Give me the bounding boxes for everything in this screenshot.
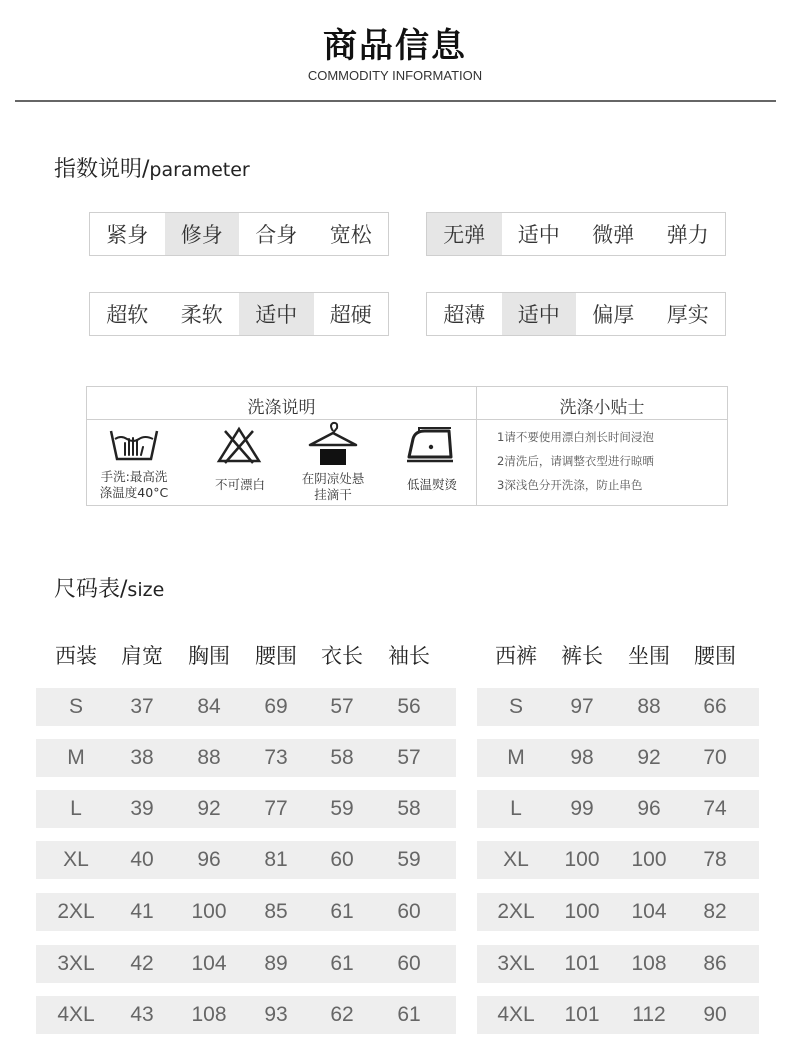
suit-size-row — [36, 790, 456, 828]
page-title: 商品信息 — [323, 26, 467, 66]
pants-size-row-cell: 92 — [637, 746, 661, 769]
hang-dry-caption-line2: 挂滴干 — [314, 487, 352, 502]
parameter-title — [54, 152, 250, 183]
size-title-en: size — [127, 579, 165, 601]
hang-dry-caption — [287, 471, 379, 503]
suit-size-row-cell: M — [67, 746, 85, 769]
low-iron-caption-line1: 低温熨烫 — [406, 477, 457, 492]
pants-size-row-cell: 74 — [703, 797, 727, 820]
thickness-option: 超薄 — [443, 303, 486, 327]
parameter-title-en: parameter — [149, 159, 250, 181]
pants-size-row-cell: 86 — [703, 952, 727, 975]
no-bleach-caption-line1: 不可漂白 — [214, 477, 265, 492]
suit-size-row-cell: 88 — [197, 746, 221, 769]
suit-size-row-cell: 57 — [397, 746, 421, 769]
pants-header-cell: 裤长 — [561, 644, 603, 668]
pants-size-row-cell: 78 — [703, 848, 727, 871]
low-iron-caption — [387, 477, 477, 493]
size-title — [54, 572, 164, 603]
suit-size-row-cell: 4XL — [57, 1003, 95, 1026]
hang-dry-icon — [307, 421, 359, 467]
pants-size-row-cell: 104 — [631, 900, 667, 923]
softness-index — [89, 292, 389, 336]
elasticity-option: 弹力 — [666, 223, 709, 247]
thickness-index — [426, 292, 726, 336]
pants-size-row-cell: 90 — [703, 1003, 727, 1026]
pants-size-row-cell: 88 — [637, 695, 661, 718]
pants-size-row-cell: 99 — [570, 797, 594, 820]
suit-size-row — [36, 841, 456, 879]
washing-header: 洗涤说明 — [247, 398, 316, 418]
suit-size-row-cell: 104 — [191, 952, 227, 975]
suit-size-row-cell: 61 — [397, 1003, 421, 1026]
suit-size-row-cell: 77 — [264, 797, 288, 820]
suit-size-row-cell: 96 — [197, 848, 221, 871]
pants-size-row-cell: 101 — [564, 952, 600, 975]
suit-size-row-cell: 60 — [330, 848, 354, 871]
pants-header-cell: 西裤 — [495, 644, 537, 668]
suit-header-cell: 袖长 — [388, 644, 430, 668]
suit-size-row-cell: 62 — [330, 1003, 354, 1026]
pants-size-row-cell: 100 — [564, 900, 600, 923]
elasticity-option-selected: 无弹 — [427, 213, 502, 255]
suit-size-row-cell: 37 — [130, 695, 154, 718]
thickness-option: 厚实 — [666, 303, 709, 327]
pants-size-row-cell: 112 — [632, 1003, 666, 1026]
suit-size-row-cell: 85 — [264, 900, 288, 923]
pants-size-row — [477, 841, 759, 879]
elasticity-option: 适中 — [517, 223, 560, 247]
suit-size-row-cell: 89 — [264, 952, 288, 975]
suit-size-row-cell: L — [70, 797, 82, 820]
washing-panel — [86, 386, 728, 506]
page-subtitle: COMMODITY INFORMATION — [307, 68, 483, 83]
pants-size-row-cell: 66 — [703, 695, 727, 718]
suit-header-cell: 衣长 — [321, 644, 363, 668]
thickness-option: 偏厚 — [592, 303, 635, 327]
suit-size-row-cell: 57 — [330, 695, 354, 718]
suit-size-row-cell: 81 — [264, 848, 288, 871]
suit-size-row-cell: 38 — [130, 746, 154, 769]
suit-size-row-cell: 2XL — [57, 900, 95, 923]
suit-size-row-cell: 100 — [191, 900, 227, 923]
suit-size-row-cell: 60 — [397, 900, 421, 923]
pants-size-row-cell: XL — [503, 848, 529, 871]
suit-header-cell: 西装 — [55, 644, 97, 668]
pants-header-cell: 腰围 — [694, 644, 736, 668]
suit-size-row-cell: 41 — [130, 900, 154, 923]
fit-option: 合身 — [255, 223, 298, 247]
pants-size-row-cell: 70 — [703, 746, 727, 769]
softness-option-selected: 适中 — [239, 293, 314, 335]
header-divider — [15, 100, 776, 102]
suit-size-row-cell: 108 — [191, 1003, 227, 1026]
pants-size-row-cell: M — [507, 746, 525, 769]
pants-size-row-cell: 96 — [637, 797, 661, 820]
hand-wash-caption-line2: 涤温度40°C — [99, 485, 169, 500]
pants-size-row-cell: 82 — [703, 900, 727, 923]
pants-size-row-cell: S — [508, 695, 524, 718]
suit-size-row-cell: 92 — [197, 797, 221, 820]
hand-wash-caption — [91, 469, 177, 501]
suit-size-row-cell: 61 — [330, 952, 354, 975]
suit-header-cell: 胸围 — [188, 644, 230, 668]
fit-index — [89, 212, 389, 256]
suit-size-row-cell: 84 — [197, 695, 221, 718]
hang-dry-caption-line1: 在阴凉处悬 — [301, 471, 365, 486]
thickness-option-selected: 适中 — [502, 293, 577, 335]
pants-size-row — [477, 945, 759, 983]
pants-size-row-cell: 98 — [570, 746, 594, 769]
suit-size-row — [36, 688, 456, 726]
suit-size-row-cell: 58 — [397, 797, 421, 820]
pants-size-row-cell: 101 — [564, 1003, 600, 1026]
suit-size-row-cell: 56 — [397, 695, 421, 718]
elasticity-option: 微弹 — [592, 223, 635, 247]
suit-size-row — [36, 996, 456, 1034]
suit-size-row-cell: 40 — [130, 848, 154, 871]
softness-option: 超硬 — [329, 303, 372, 327]
fit-option: 宽松 — [329, 223, 372, 247]
washing-divider-horizontal — [87, 419, 727, 420]
suit-header-cell: 腰围 — [255, 644, 297, 668]
hand-wash-icon — [107, 425, 161, 465]
elasticity-index — [426, 212, 726, 256]
suit-size-row-cell: 93 — [264, 1003, 288, 1026]
suit-size-row-cell: 69 — [264, 695, 288, 718]
no-bleach-caption — [195, 477, 285, 493]
suit-size-row-cell: 39 — [130, 797, 154, 820]
suit-size-row-cell: 61 — [330, 900, 354, 923]
suit-size-row — [36, 945, 456, 983]
pants-size-row-cell: 100 — [631, 848, 667, 871]
page-header — [0, 0, 790, 102]
fit-option: 紧身 — [106, 223, 149, 247]
pants-size-row-cell: 108 — [631, 952, 667, 975]
parameter-title-cn: 指数说明/ — [54, 157, 150, 182]
suit-header-cell: 肩宽 — [121, 644, 163, 668]
pants-size-row-cell: 97 — [570, 695, 594, 718]
pants-size-row — [477, 739, 759, 777]
suit-size-row — [36, 739, 456, 777]
washing-tip: 3深浅色分开洗涤，防止串色 — [497, 478, 643, 492]
suit-size-row-cell: 59 — [397, 848, 421, 871]
suit-size-row-cell: XL — [63, 848, 89, 871]
suit-size-row-cell: 73 — [264, 746, 288, 769]
pants-size-row-cell: 100 — [564, 848, 600, 871]
pants-header-cell: 坐围 — [628, 644, 670, 668]
suit-size-row-cell: 60 — [397, 952, 421, 975]
low-iron-icon — [405, 427, 457, 463]
washing-tip: 2清洗后，请调整衣型进行晾晒 — [497, 454, 654, 468]
suit-size-row-cell: 58 — [330, 746, 354, 769]
suit-size-row-cell: 3XL — [57, 952, 95, 975]
suit-size-row — [36, 893, 456, 931]
pants-size-row-cell: 2XL — [497, 900, 535, 923]
fit-option-selected: 修身 — [165, 213, 240, 255]
pants-size-row-cell: 3XL — [497, 952, 535, 975]
suit-size-row-cell: 59 — [330, 797, 354, 820]
hand-wash-caption-line1: 手洗:最高洗 — [100, 469, 168, 484]
pants-size-row — [477, 893, 759, 931]
pants-size-row — [477, 996, 759, 1034]
suit-size-row-cell: S — [68, 695, 84, 718]
softness-option: 超软 — [106, 303, 149, 327]
washing-tip: 1请不要使用漂白剂长时间浸泡 — [497, 430, 654, 444]
pants-size-row-cell: L — [510, 797, 522, 820]
suit-size-row-cell: 43 — [130, 1003, 154, 1026]
size-title-cn: 尺码表/ — [54, 577, 128, 602]
pants-size-row — [477, 688, 759, 726]
suit-size-row-cell: 42 — [130, 952, 154, 975]
no-bleach-icon — [215, 425, 263, 465]
softness-option: 柔软 — [180, 303, 223, 327]
washing-tips-header: 洗涤小贴士 — [559, 398, 645, 418]
pants-size-row — [477, 790, 759, 828]
pants-size-row-cell: 4XL — [497, 1003, 535, 1026]
